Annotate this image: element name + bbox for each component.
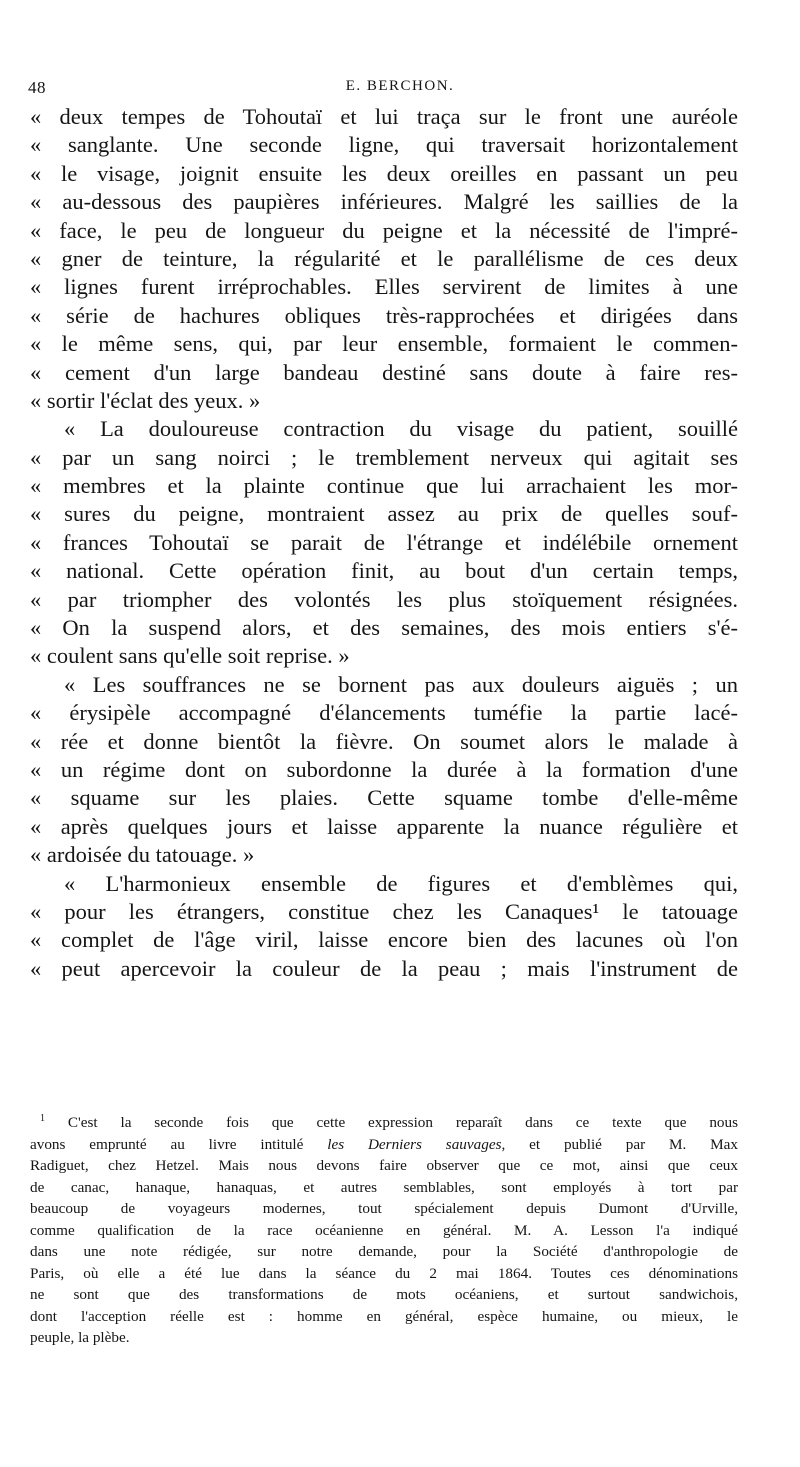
text-line: « On la suspend alors, et des semaines, des mois entiers s'é- — [30, 615, 738, 641]
text-line: « peut apercevoir la couleur de la peau ; mais l'instrument de — [30, 955, 738, 981]
text-line: « frances Tohoutaï se parait de l'étrange et indélébile ornement — [30, 529, 738, 555]
footnote-line: ne sont que des transformations de mots océaniens, et surtout sandwichois, — [30, 1286, 738, 1303]
footnote-line — [30, 1134, 738, 1156]
footnote-text: , et publié par M. Max — [501, 1135, 738, 1153]
footnote-line — [30, 1112, 738, 1134]
text-line: « Les souffrances ne se bornent pas aux douleurs aiguës ; un — [64, 671, 738, 697]
footnote-line: Radiguet, chez Hetzel. Mais nous devons faire observer que ce mot, ainsi que ceux — [30, 1157, 738, 1174]
footnote-text: avons emprunté au livre intitulé — [30, 1135, 328, 1153]
text-line: « deux tempes de Tohoutaï et lui traça sur le front une auréole — [30, 104, 738, 129]
footnote-line: comme qualification de la race océanienne en général. M. A. Lesson l'a indiqué — [30, 1221, 738, 1239]
footnote-line: peuple, la plèbe. — [30, 1329, 130, 1346]
footnote-text: C'est la seconde fois que cette expression reparaît dans ce texte que nous — [67, 1114, 739, 1131]
text-line: « ardoisée du tatouage. » — [30, 842, 255, 868]
text-line: « sortir l'éclat des yeux. » — [30, 387, 261, 413]
text-line: « lignes furent irréprochables. Elles servirent de limites à une — [30, 274, 738, 300]
text-line: « le même sens, qui, par leur ensemble, formaient le commen- — [30, 331, 738, 357]
footnote-line: de canac, hanaque, hanaquas, et autres semblables, sont employés à tort par — [30, 1178, 738, 1196]
text-line: « national. Cette opération finit, au bout d'un certain temps, — [30, 558, 738, 584]
page-number: 48 — [28, 78, 46, 97]
text-line: « sanglante. Une seconde ligne, qui traversait horizontalement — [30, 132, 738, 158]
text-line: « érysipèle accompagné d'élancements tuméfie la partie lacé- — [30, 700, 738, 726]
footnote — [30, 1112, 738, 1349]
footnote-line: beaucoup de voyageurs modernes, tout spécialement depuis Dumont d'Urville, — [30, 1200, 738, 1217]
text-line: « membres et la plainte continue que lui arrachaient les mor- — [30, 473, 738, 499]
text-line: « pour les étrangers, constitue chez les Canaques¹ le tatouage — [30, 898, 738, 924]
text-line: « coulent sans qu'elle soit reprise. » — [30, 643, 350, 669]
text-line: « complet de l'âge viril, laisse encore bien des lacunes où l'on — [30, 927, 738, 953]
footnote-line: Paris, où elle a été lue dans la séance du 2 mai 1864. Toutes ces dénominations — [30, 1264, 738, 1282]
footnote-line: dont l'acception réelle est : homme en général, espèce humaine, ou mieux, le — [30, 1307, 738, 1325]
footnote-line: dans une note rédigée, sur notre demande, pour la Société d'anthropologie de — [30, 1243, 738, 1260]
text-line: « gner de teinture, la régularité et le parallélisme de ces deux — [30, 245, 738, 271]
text-line: « par triompher des volontés les plus stoïquement résignées. — [30, 586, 738, 612]
text-line: « après quelques jours et laisse apparente la nuance régulière et — [30, 813, 738, 839]
text-line: « un régime dont on subordonne la durée à la formation d'une — [30, 756, 738, 782]
text-line: « squame sur les plaies. Cette squame tombe d'elle-même — [30, 785, 738, 811]
text-line: « face, le peu de longueur du peigne et la nécessité de l'impré- — [30, 217, 738, 243]
text-line: « par un sang noirci ; le tremblement nerveux qui agitait ses — [30, 444, 738, 470]
footnote-marker: 1 — [40, 1112, 45, 1124]
text-line: « rée et donne bientôt la fièvre. On soumet alors le malade à — [30, 728, 738, 754]
running-head: E. BERCHON. — [345, 78, 455, 94]
text-line: « sures du peigne, montraient assez au prix de quelles souf- — [30, 501, 738, 527]
text-line: « La douloureuse contraction du visage du patient, souillé — [64, 416, 738, 442]
text-line: « au-dessous des paupières inférieures. Malgré les saillies de la — [30, 189, 738, 215]
text-line: « série de hachures obliques très-rapprochées et dirigées dans — [30, 302, 738, 328]
text-line: « cement d'un large bandeau destiné sans doute à faire res- — [30, 359, 738, 385]
text-line: « L'harmonieux ensemble de figures et d'emblèmes qui, — [64, 870, 738, 896]
text-line: « le visage, joignit ensuite les deux oreilles en passant un peu — [30, 160, 738, 186]
body-text — [30, 103, 738, 983]
book-title: les Derniers sauvages — [327, 1135, 502, 1153]
page-header — [28, 78, 772, 100]
